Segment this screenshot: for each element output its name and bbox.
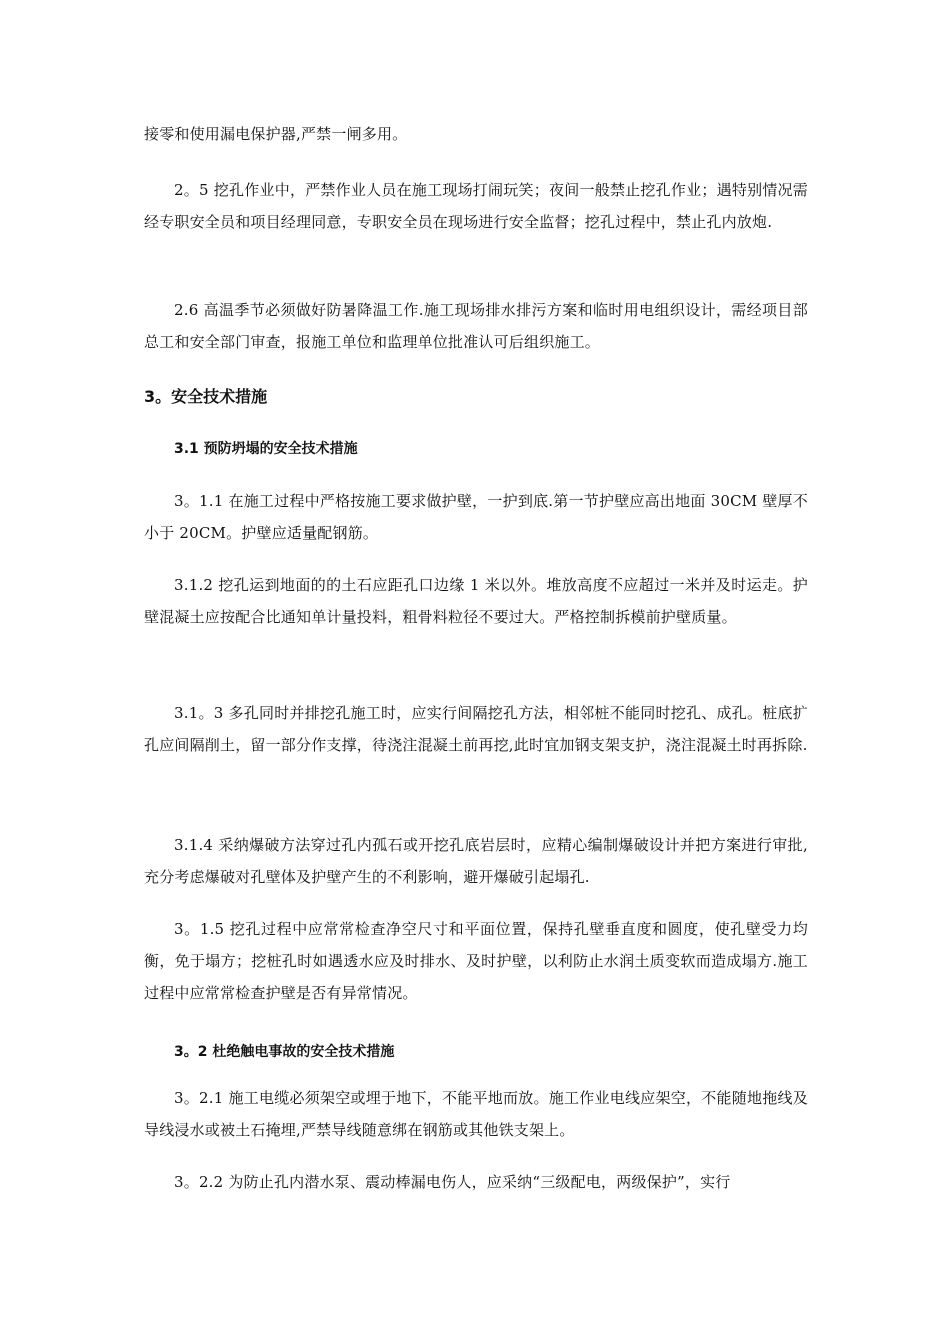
paragraph-2-5: 2。5 挖孔作业中，严禁作业人员在施工现场打闹玩笑；夜间一般禁止挖孔作业；遇特别情况需经专职安全员和项目经理同意，专职安全员在现场进行安全监督；挖孔过程中，禁止孔内放炮. bbox=[144, 181, 808, 231]
paragraph-3-1-4: 3.1.4 采纳爆破方法穿过孔内孤石或开挖孔底岩层时，应精心编制爆破设计并把方案进行审批,充分考虑爆破对孔壁体及护壁产生的不利影响，避开爆破引起塌孔. bbox=[144, 836, 808, 886]
paragraph-3-1-1: 3。1.1 在施工过程中严格按施工要求做护壁，一护到底.第一节护壁应高出地面 30CM 壁厚不小于 20CM。护壁应适量配钢筋。 bbox=[144, 492, 808, 542]
paragraph-3-1-3: 3.1。3 多孔同时并排挖孔施工时，应实行间隔挖孔方法，相邻桩不能同时挖孔、成孔。桩底扩孔应间隔削土，留一部分作支撑，待浇注混凝土前再挖,此时宜加钢支架支护，浇注混凝土时再拆除. bbox=[144, 704, 808, 754]
paragraph-grounding-continued: 接零和使用漏电保护器,严禁一闸多用。 bbox=[144, 125, 408, 143]
paragraph-3-1-5: 3。1.5 挖孔过程中应常常检查净空尺寸和平面位置，保持孔壁垂直度和圆度，使孔壁受力均衡，免于塌方；挖桩孔时如遇透水应及时排水、及时护壁，以利防止水润土质变软而造成塌方.施工过程中应常常检查护壁是否有异常情况。 bbox=[144, 920, 808, 1002]
paragraph-3-2-2: 3。2.2 为防止孔内潜水泵、震动棒漏电伤人，应采纳“三级配电，两级保护”，实行 bbox=[174, 1173, 731, 1191]
section-heading-3: 3。安全技术措施 bbox=[144, 387, 268, 406]
paragraph-3-2-1: 3。2.1 施工电缆必须架空或埋于地下，不能平地而放。施工作业电线应架空，不能随地拖线及导线浸水或被土石掩埋,严禁导线随意绑在钢筋或其他铁支架上。 bbox=[144, 1089, 808, 1139]
paragraph-2-6: 2.6 高温季节必须做好防暑降温工作.施工现场排水排污方案和临时用电组织设计，需经项目部总工和安全部门审查，报施工单位和监理单位批准认可后组织施工。 bbox=[144, 301, 808, 351]
subsection-heading-3-1: 3.1 预防坍塌的安全技术措施 bbox=[174, 441, 358, 457]
subsection-heading-3-2: 3。2 杜绝触电事故的安全技术措施 bbox=[174, 1044, 395, 1060]
paragraph-3-1-2: 3.1.2 挖孔运到地面的的土石应距孔口边缘 1 米以外。堆放高度不应超过一米并及时运走。护壁混凝土应按配合比通知单计量投料，粗骨料粒径不要过大。严格控制拆模前护壁质量。 bbox=[144, 576, 808, 626]
